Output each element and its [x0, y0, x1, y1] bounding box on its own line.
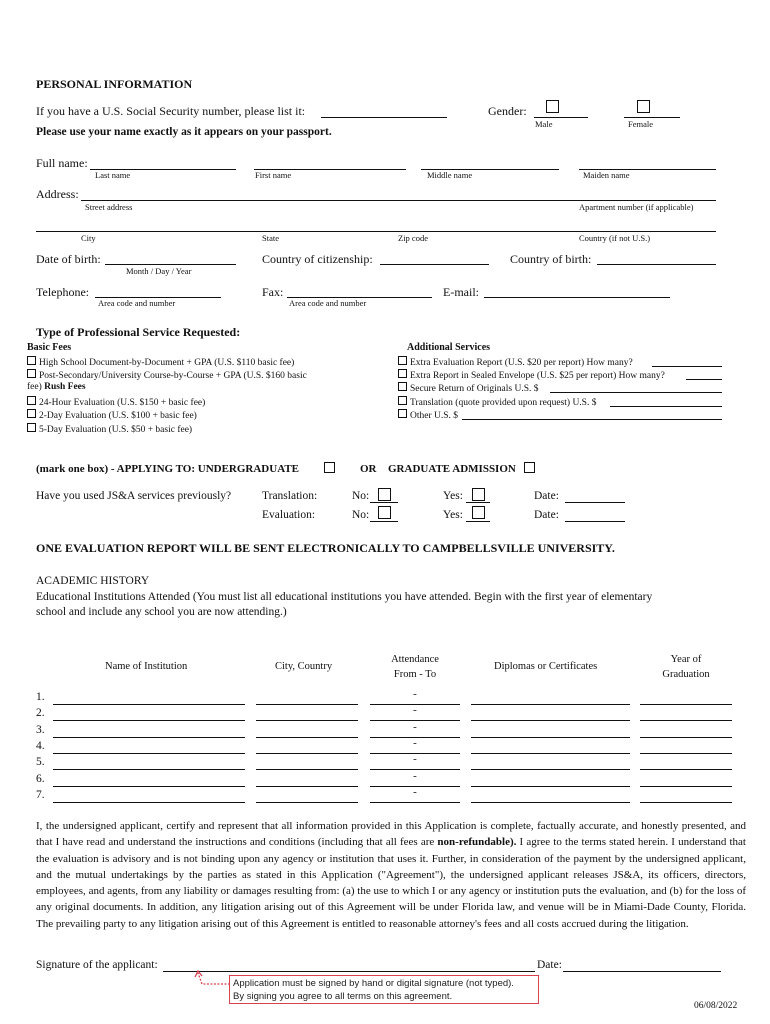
institution-field[interactable] [53, 786, 245, 787]
applying-label: (mark one box) - APPLYING TO: UNDERGRADUATE [36, 463, 300, 475]
city-caption: City [81, 233, 96, 243]
signature-date-label: Date: [537, 959, 562, 971]
graduation-year-field[interactable] [640, 753, 732, 754]
basic-fee-item[interactable]: Post-Secondary/University Course-by-Course + GPA (U.S. $160 basic [27, 369, 307, 381]
row-number: 6. [36, 772, 45, 785]
col-attendance-2: From - To [393, 669, 437, 680]
diplomas-field[interactable] [471, 786, 630, 787]
row-number: 3. [36, 723, 45, 736]
academic-instructions-1: Educational Institutions Attended (You must list all educational institutions you have attended. Begin with the first year of elementary [36, 591, 653, 603]
state-caption: State [262, 233, 279, 243]
translation-label: Translation: [262, 490, 318, 502]
checkbox-icon[interactable] [27, 423, 36, 432]
first-name-caption: First name [255, 170, 292, 180]
translation-amount-field[interactable] [610, 406, 722, 407]
translation-no-checkbox[interactable] [378, 488, 391, 501]
attendance-dash: - [413, 769, 417, 782]
other-amount-field[interactable] [462, 419, 722, 420]
graduate-checkbox[interactable] [524, 462, 535, 473]
undergraduate-checkbox[interactable] [324, 462, 335, 473]
evaluation-no-line [370, 521, 398, 522]
row-number: 2. [36, 707, 45, 720]
checkbox-icon[interactable] [27, 356, 36, 365]
translation-date-label: Date: [534, 490, 559, 502]
city-country-field[interactable] [256, 737, 358, 738]
academic-heading: ACADEMIC HISTORY [36, 575, 150, 587]
city-country-field[interactable] [256, 720, 358, 721]
extra-report-count-field[interactable] [652, 366, 722, 367]
street-address-caption: Street address [85, 202, 133, 212]
attendance-dash: - [413, 704, 417, 717]
telephone-caption: Area code and number [98, 298, 176, 308]
gender-male-line [534, 117, 588, 118]
graduation-year-field[interactable] [640, 720, 732, 721]
used-services-label: Have you used JS&A services previously? [36, 490, 232, 502]
row-number: 4. [36, 739, 45, 752]
apartment-caption: Apartment number (if applicable) [579, 202, 694, 212]
attendance-dash: - [413, 736, 417, 749]
checkbox-icon[interactable] [398, 369, 407, 378]
city-country-field[interactable] [256, 753, 358, 754]
graduation-year-field[interactable] [640, 737, 732, 738]
birth-country-label: Country of birth: [510, 252, 592, 266]
dob-label: Date of birth: [36, 252, 101, 266]
diplomas-field[interactable] [471, 769, 630, 770]
checkbox-icon[interactable] [27, 409, 36, 418]
email-field[interactable] [484, 297, 670, 298]
institution-field[interactable] [53, 704, 245, 705]
diplomas-field[interactable] [471, 720, 630, 721]
city-state-zip-field[interactable] [36, 231, 716, 232]
street-address-field[interactable] [81, 200, 716, 201]
row-number: 5. [36, 756, 45, 769]
evaluation-no-label: No: [352, 509, 370, 521]
institution-field[interactable] [53, 753, 245, 754]
additional-heading: Additional Services [407, 342, 491, 353]
middle-name-caption: Middle name [427, 170, 473, 180]
checkbox-icon[interactable] [27, 396, 36, 405]
signature-note [229, 975, 539, 1004]
maiden-name-caption: Maiden name [583, 170, 630, 180]
rush-fee-item[interactable]: 24-Hour Evaluation (U.S. $150 + basic fee) [27, 396, 205, 408]
graduate-label: GRADUATE ADMISSION [388, 463, 516, 475]
row-number: 1. [36, 691, 45, 703]
institution-field[interactable] [53, 720, 245, 721]
gender-male-label: Male [535, 119, 553, 129]
checkbox-icon[interactable] [398, 396, 407, 405]
ssn-label: If you have a U.S. Social Security number, please list it: [36, 104, 306, 118]
address-label: Address: [36, 187, 79, 201]
translation-yes-checkbox[interactable] [472, 488, 485, 501]
col-diplomas: Diplomas or Certificates [494, 661, 598, 672]
evaluation-yes-label: Yes: [443, 509, 463, 521]
checkbox-icon[interactable] [27, 369, 36, 378]
secure-return-amount-field[interactable] [550, 392, 722, 393]
personal-heading: PERSONAL INFORMATION [36, 77, 193, 91]
attendance-dash: - [413, 785, 417, 798]
ssn-field[interactable] [321, 117, 447, 118]
evaluation-date-field[interactable] [565, 521, 625, 522]
birth-country-field[interactable] [597, 264, 716, 265]
country-caption: Country (if not U.S.) [579, 233, 651, 243]
additional-item[interactable]: Secure Return of Originals U.S. $ [398, 382, 539, 394]
institution-field[interactable] [53, 737, 245, 738]
sealed-report-count-field[interactable] [686, 379, 722, 380]
city-country-field[interactable] [256, 802, 358, 803]
zip-caption: Zip code [398, 233, 428, 243]
evaluation-yes-line [466, 521, 490, 522]
telephone-label: Telephone: [36, 285, 90, 299]
fax-label: Fax: [262, 285, 284, 299]
graduation-year-field[interactable] [640, 704, 732, 705]
email-label: E-mail: [443, 285, 479, 299]
signature-note-line-2: By signing you agree to all terms on this agreement. [233, 991, 453, 1002]
col-institution: Name of Institution [105, 661, 188, 672]
citizenship-label: Country of citizenship: [262, 252, 373, 266]
services-heading: Type of Professional Service Requested: [36, 325, 241, 339]
attendance-dash: - [413, 720, 417, 733]
additional-item[interactable]: Extra Evaluation Report (U.S. $20 per report) How many? [398, 356, 633, 368]
basic-fee-item-continued: fee) Rush Fees [27, 382, 86, 392]
graduation-year-field[interactable] [640, 786, 732, 787]
translation-yes-line [466, 502, 490, 503]
col-attendance-1: Attendance [391, 654, 439, 665]
basic-fees-heading: Basic Fees [27, 342, 72, 353]
col-year-2: Graduation [662, 669, 710, 680]
diplomas-field[interactable] [471, 802, 630, 803]
translation-yes-label: Yes: [443, 490, 463, 502]
certification-text: I, the undersigned applicant, certify and represent that all information provided in this Application is complete, factually accurate, and honestly presented, and that I have read and understand the instructions and conditions (including that all fees are non-refundable). I agree to the terms stated herein. I understand that the evaluation is advisory and is not binding upon any agency or institution that uses it. Further, in consideration of the payment by the undersigned applicant, and the mutual undertakings by the parties as stated in this Application ("Agreement"), the undersigned applicant releases JS&A, its officers, directors, employees, and agents, from any liability or damages resulting from: (a) the use to which I or any agency or institution puts the evaluation, and (b) for the loss of any original documents. In addition, any litigation arising out of this Agreement will be under Florida law, and venue will be in Miami-Dade County, Florida. The prevailing party to any litigation arising out of this Agreement is entitled to reasonable attorney's fees and all costs accrued during the litigation. [36, 820, 746, 930]
translation-no-line [370, 502, 398, 503]
city-country-field[interactable] [256, 786, 358, 787]
checkbox-icon[interactable] [398, 409, 407, 418]
col-year-1: Year of [670, 654, 702, 665]
attendance-dash: - [413, 753, 417, 766]
checkbox-icon[interactable] [398, 356, 407, 365]
rush-fee-item[interactable]: 5-Day Evaluation (U.S. $50 + basic fee) [27, 423, 192, 435]
signature-note-line-1: Application must be signed by hand or digital signature (not typed). [233, 978, 514, 989]
gender-label: Gender: [488, 104, 527, 118]
gender-female-checkbox[interactable] [637, 100, 650, 113]
additional-item[interactable]: Extra Report in Sealed Envelope (U.S. $25 per report) How many? [398, 369, 665, 381]
report-notice: ONE EVALUATION REPORT WILL BE SENT ELECTRONICALLY TO CAMPBELLSVILLE UNIVERSITY. [36, 541, 615, 555]
attendance-field[interactable] [370, 802, 460, 803]
signature-date-field[interactable] [563, 971, 721, 972]
institution-field[interactable] [53, 769, 245, 770]
institution-field[interactable] [53, 802, 245, 803]
citizenship-field[interactable] [380, 264, 489, 265]
col-city-country: City, Country [275, 661, 333, 672]
graduation-year-field[interactable] [640, 769, 732, 770]
passport-note: Please use your name exactly as it appears on your passport. [36, 126, 332, 138]
fullname-label: Full name: [36, 156, 88, 170]
signature-label: Signature of the applicant: [36, 959, 158, 971]
checkbox-icon[interactable] [398, 382, 407, 391]
dob-field[interactable] [105, 264, 236, 265]
gender-female-line [624, 117, 680, 118]
gender-male-checkbox[interactable] [546, 100, 559, 113]
diplomas-field[interactable] [471, 737, 630, 738]
academic-instructions-2: school and include any school you are now attending.) [36, 606, 287, 618]
footer-date: 06/08/2022 [694, 1001, 738, 1011]
arrow-icon [194, 969, 234, 991]
fax-caption: Area code and number [289, 298, 367, 308]
translation-date-field[interactable] [565, 502, 625, 503]
dob-format-caption: Month / Day / Year [126, 266, 192, 276]
basic-fee-item[interactable]: High School Document-by-Document + GPA (U.S. $110 basic fee) [27, 356, 294, 368]
translation-no-label: No: [352, 490, 370, 502]
additional-item[interactable]: Other U.S. $ [398, 409, 458, 421]
diplomas-field[interactable] [471, 753, 630, 754]
city-country-field[interactable] [256, 769, 358, 770]
row-number: 7. [36, 788, 45, 801]
evaluation-no-checkbox[interactable] [378, 506, 391, 519]
or-label: OR [360, 463, 377, 475]
attendance-dash: - [413, 688, 417, 700]
evaluation-date-label: Date: [534, 509, 559, 521]
gender-female-label: Female [628, 119, 654, 129]
graduation-year-field[interactable] [640, 802, 732, 803]
city-country-field[interactable] [256, 704, 358, 705]
last-name-caption: Last name [95, 170, 131, 180]
diplomas-field[interactable] [471, 704, 630, 705]
evaluation-yes-checkbox[interactable] [472, 506, 485, 519]
evaluation-label: Evaluation: [262, 509, 316, 521]
rush-fee-item[interactable]: 2-Day Evaluation (U.S. $100 + basic fee) [27, 409, 197, 421]
additional-item[interactable]: Translation (quote provided upon request) U.S. $ [398, 396, 596, 408]
